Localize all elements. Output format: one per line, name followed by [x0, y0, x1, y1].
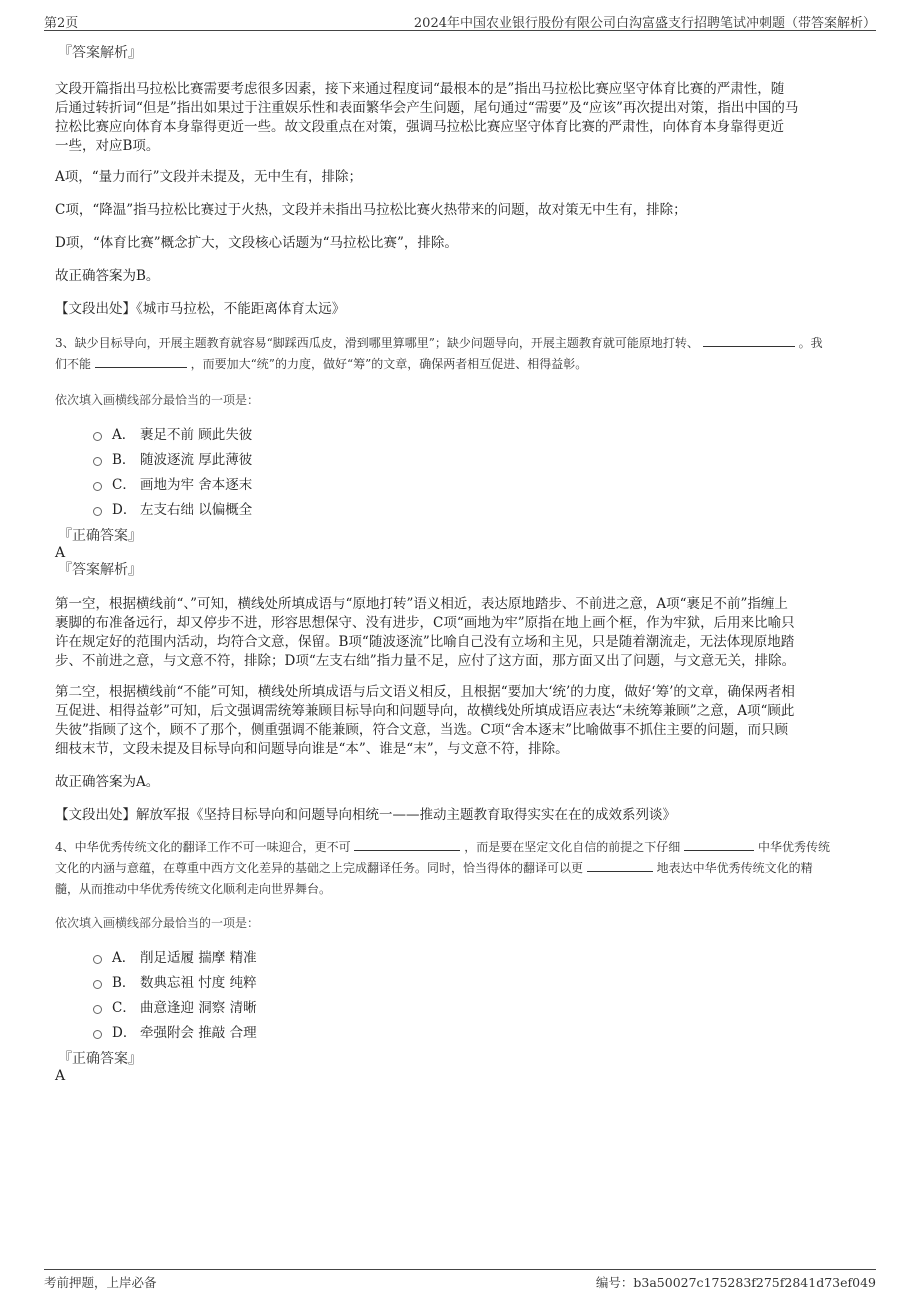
q4-stem — [55, 837, 875, 900]
q2-conclusion: 故正确答案为B。 — [55, 268, 160, 284]
footer-slogan: 考前押题，上岸必备 — [44, 1275, 157, 1290]
radio-icon[interactable] — [93, 432, 102, 441]
q4-blank-3 — [587, 859, 653, 872]
q4-answer: A — [55, 1068, 66, 1084]
q3-option-c[interactable] — [93, 473, 875, 498]
option-text: 裹足不前 顾此失彼 — [140, 427, 253, 443]
document-body — [55, 44, 875, 1084]
option-text: 随波逐流 厚此薄彼 — [140, 452, 253, 468]
q4-answer-label: 『正确答案』 — [58, 1051, 142, 1067]
option-key: A． — [112, 427, 136, 443]
radio-icon[interactable] — [93, 457, 102, 466]
option-text: 曲意逢迎 洞察 清晰 — [140, 1000, 257, 1016]
q4-stem-text-2: ，而是要在坚定文化自信的前提之下仔细 — [464, 840, 681, 854]
option-key: B． — [112, 452, 136, 468]
q4-blank-2 — [684, 838, 754, 851]
q2-source: 【文段出处】《城市马拉松，不能距离体育太远》 — [55, 301, 346, 317]
q4-hint: 依次填入画横线部分最恰当的一项是： — [55, 916, 260, 930]
radio-icon[interactable] — [93, 482, 102, 491]
option-key: A． — [112, 950, 136, 966]
radio-icon[interactable] — [93, 1030, 102, 1039]
page-footer — [44, 1269, 876, 1290]
q2-analysis-label: 『答案解析』 — [58, 45, 142, 61]
q3-option-a[interactable] — [93, 423, 875, 448]
page-number: 第2页 — [44, 16, 79, 31]
q3-para2-line-1: 第二空，根据横线前“不能”可知，横线处所填成语与后文语义相反，且根据“要加大‘统’的力度，做好‘筹’的文章，确保两者相 — [55, 684, 795, 700]
q3-para2-line-2: 互促进、相得益彰”可知，后文强调需统筹兼顾目标导向和问题导向，故横线处所填成语应表达“未统筹兼顾”之意，A项“顾此 — [55, 703, 795, 719]
option-text: 削足适履 揣摩 精准 — [140, 950, 257, 966]
q3-source: 【文段出处】解放军报《坚持目标导向和问题导向相统一——推动主题教育取得实实在在的成效系列谈》 — [55, 807, 676, 823]
q4-option-b[interactable] — [93, 971, 875, 996]
q3-para1-line-2: 裹脚的布准备远行，却又停步不进，形容思想保守、没有进步，C项“画地为牢”原指在地上画个框，作为牢狱，后用来比喻只 — [55, 615, 795, 631]
q2-analysis-line-4: 一些，对应B项。 — [55, 138, 160, 154]
q3-option-d[interactable] — [93, 498, 875, 523]
q4-stem-text-5: 地表达中华优秀传统文化的精 — [656, 861, 813, 875]
q4-option-a[interactable] — [93, 946, 875, 971]
option-key: D． — [112, 502, 137, 518]
q3-stem-text-2: 。我 — [798, 336, 823, 350]
document-title: 2024年中国农业银行股份有限公司白沟富盛支行招聘笔试冲刺题（带答案解析） — [413, 16, 876, 31]
q4-option-c[interactable] — [93, 996, 875, 1021]
q3-option-b[interactable] — [93, 448, 875, 473]
option-key: B． — [112, 975, 136, 991]
q3-stem-text-3: 们不能 — [55, 357, 92, 371]
option-text: 数典忘祖 忖度 纯粹 — [140, 975, 257, 991]
q3-conclusion: 故正确答案为A。 — [55, 774, 160, 790]
q2-option-c-note: C项，“降温”指马拉松比赛过于火热，文段并未指出马拉松比赛火热带来的问题，故对策无中生有，排除； — [55, 202, 687, 218]
q2-analysis-line-3: 拉松比赛应向体育本身靠得更近一些。故文段重点在对策，强调马拉松比赛应坚守体育比赛的严肃性，向体育本身靠得更近 — [55, 119, 784, 135]
q4-stem-text-3: 中华优秀传统 — [757, 840, 830, 854]
document-id: 编号：b3a50027c175283f275f2841d73ef049 — [595, 1275, 876, 1290]
q3-answer-label: 『正确答案』 — [58, 528, 142, 544]
q3-para2-line-4: 细枝末节，文段未提及目标导向和问题导向谁是“本”、谁是“末”，与文意不符，排除。 — [55, 741, 569, 757]
q3-analysis-label: 『答案解析』 — [58, 562, 142, 578]
option-text: 左支右绌 以偏概全 — [140, 502, 253, 518]
q4-stem-text-4: 文化的内涵与意蕴，在尊重中西方文化差异的基础之上完成翻译任务。同时，恰当得体的翻译可以更 — [55, 861, 584, 875]
radio-icon[interactable] — [93, 955, 102, 964]
q3-stem — [55, 333, 875, 375]
q3-blank-1 — [703, 334, 795, 347]
q3-answer: A — [55, 545, 66, 561]
q4-options — [93, 946, 875, 1046]
q2-option-a-note: A项，“量力而行”文段并未提及，无中生有，排除； — [55, 169, 363, 185]
option-text: 牵强附会 推敲 合理 — [140, 1025, 257, 1041]
q3-analysis-para-1 — [55, 595, 875, 671]
q4-blank-1 — [354, 838, 460, 851]
option-key: D． — [112, 1025, 137, 1041]
option-key: C． — [112, 1000, 136, 1016]
q3-stem-text-4: ，而要加大“统”的力度，做好“筹”的文章，确保两者相互促进、相得益彰。 — [190, 357, 588, 371]
q4-stem-text-6: 髓，从而推动中华优秀传统文化顺利走向世界舞台。 — [55, 882, 332, 896]
option-key: C． — [112, 477, 136, 493]
q3-blank-2 — [95, 355, 187, 368]
q3-para1-line-4: 步、不前进之意，与文意不符，排除；D项“左支右绌”指力量不足，应付了这方面，那方面又出了问题，与文意无关，排除。 — [55, 653, 796, 669]
page-header — [44, 12, 876, 31]
q3-stem-text-1: 3、缺少目标导向，开展主题教育就容易“脚踩西瓜皮，滑到哪里算哪里”；缺少问题导向，开展主题教育就可能原地打转、 — [55, 336, 699, 350]
q4-stem-text-1: 4、中华优秀传统文化的翻译工作不可一味迎合，更不可 — [55, 840, 351, 854]
q2-option-d-note: D项，“体育比赛”概念扩大，文段核心话题为“马拉松比赛”，排除。 — [55, 235, 458, 251]
q3-para1-line-1: 第一空，根据横线前“、”可知，横线处所填成语与“原地打转”语义相近，表达原地踏步、不前进之意，A项“裹足不前”指缠上 — [55, 596, 788, 612]
q3-hint: 依次填入画横线部分最恰当的一项是： — [55, 393, 260, 407]
radio-icon[interactable] — [93, 507, 102, 516]
q2-analysis-line-2: 后通过转折词“但是”指出如果过于注重娱乐性和表面繁华会产生问题，尾句通过“需要”及“应该”再次提出对策，指出中国的马 — [55, 100, 799, 116]
option-text: 画地为牢 舍本逐末 — [140, 477, 253, 493]
q4-option-d[interactable] — [93, 1021, 875, 1046]
q2-analysis-line-1: 文段开篇指出马拉松比赛需要考虑很多因素，接下来通过程度词“最根本的是”指出马拉松比赛应坚守体育比赛的严肃性，随 — [55, 81, 785, 97]
q3-analysis-para-2 — [55, 683, 875, 759]
q3-para2-line-3: 失彼”指顾了这个，顾不了那个，侧重强调不能兼顾，符合文意，当选。C项“舍本逐末”比喻做事不抓住主要的问题，而只顾 — [55, 722, 789, 738]
q3-options — [93, 423, 875, 523]
radio-icon[interactable] — [93, 1005, 102, 1014]
q2-analysis — [55, 80, 875, 156]
radio-icon[interactable] — [93, 980, 102, 989]
q3-para1-line-3: 许在规定好的范围内活动，均符合文意，保留。B项“随波逐流”比喻自己没有立场和主见，只是随着潮流走，无法体现原地踏 — [55, 634, 795, 650]
